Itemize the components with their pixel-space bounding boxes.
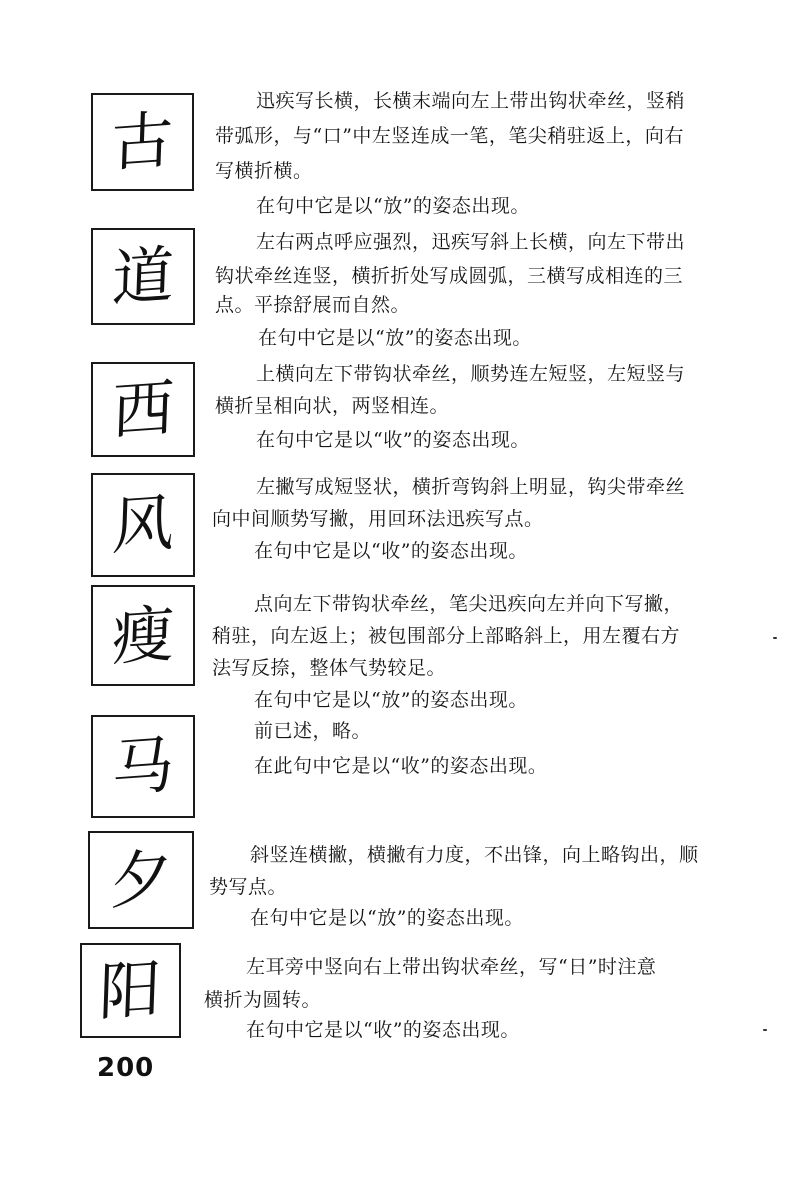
posture-note: 在句中它是以“放”的姿态出现。 <box>254 689 528 711</box>
description-line: 稍驻，向左返上；被包围部分上部略斜上，用左覆右方 <box>212 625 681 647</box>
posture-note: 在句中它是以“放”的姿态出现。 <box>250 907 524 929</box>
char-box-feng <box>91 473 195 577</box>
scan-speck <box>763 1029 767 1031</box>
description-line: 势写点。 <box>209 876 288 898</box>
char-box-dao <box>91 228 195 325</box>
posture-note: 在句中它是以“收”的姿态出现。 <box>246 1019 520 1041</box>
description-line: 迅疾写长横，长横末端向左上带出钩状牵丝，竖稍 <box>256 90 686 112</box>
description-line: 法写反捺，整体气势较足。 <box>212 657 447 679</box>
posture-note: 在句中它是以“放”的姿态出现。 <box>256 195 530 217</box>
calligraphy-char: 西 <box>110 370 176 448</box>
calligraphy-char: 阳 <box>98 951 163 1029</box>
description-line: 横折呈相向状，两竖相连。 <box>215 395 450 417</box>
char-box-yang <box>80 943 181 1038</box>
description-line: 带弧形，与“口”中左竖连成一笔，笔尖稍驻返上，向右 <box>215 125 684 147</box>
char-box-ma <box>91 715 195 818</box>
posture-note: 在句中它是以“放”的姿态出现。 <box>258 327 532 349</box>
description-line: 点向左下带钩状牵丝，笔尖迅疾向左并向下写撇， <box>254 593 684 615</box>
page-number: 200 <box>97 1053 155 1083</box>
posture-note: 在句中它是以“收”的姿态出现。 <box>256 429 530 451</box>
char-box-xi <box>91 362 195 457</box>
description-line: 钩状牵丝连竖，横折折处写成圆弧，三横写成相连的三 <box>215 265 684 287</box>
char-box-shou <box>91 585 195 686</box>
description-line: 点。平捺舒展而自然。 <box>215 294 411 316</box>
description-line: 向中间顺势写撇，用回环法迅疾写点。 <box>212 508 544 530</box>
description-line: 前已述，略。 <box>254 720 372 742</box>
calligraphy-char: 风 <box>110 485 176 564</box>
posture-note: 在句中它是以“收”的姿态出现。 <box>254 540 528 562</box>
calligraphy-char: 夕 <box>108 840 174 919</box>
description-line: 左耳旁中竖向右上带出钩状牵丝，写“日”时注意 <box>246 956 657 978</box>
description-line: 写横折横。 <box>215 160 313 182</box>
description-line: 左右两点呼应强烈，迅疾写斜上长横，向左下带出 <box>256 231 686 253</box>
description-line: 上横向左下带钩状牵丝，顺势连左短竖，左短竖与 <box>256 363 686 385</box>
calligraphy-char: 马 <box>110 727 176 805</box>
calligraphy-char: 道 <box>110 237 176 315</box>
char-box-xi-evening <box>88 831 194 929</box>
scan-speck <box>773 637 777 639</box>
description-line: 左撇写成短竖状，横折弯钩斜上明显，钩尖带牵丝 <box>256 476 686 498</box>
calligraphy-char: 瘦 <box>110 596 176 674</box>
description-line: 斜竖连横撇，横撇有力度，不出锋，向上略钩出，顺 <box>250 844 699 866</box>
posture-note: 在此句中它是以“收”的姿态出现。 <box>254 755 548 777</box>
description-line: 横折为圆转。 <box>204 989 322 1011</box>
char-box-gu <box>91 93 194 191</box>
calligraphy-char: 古 <box>110 102 175 181</box>
